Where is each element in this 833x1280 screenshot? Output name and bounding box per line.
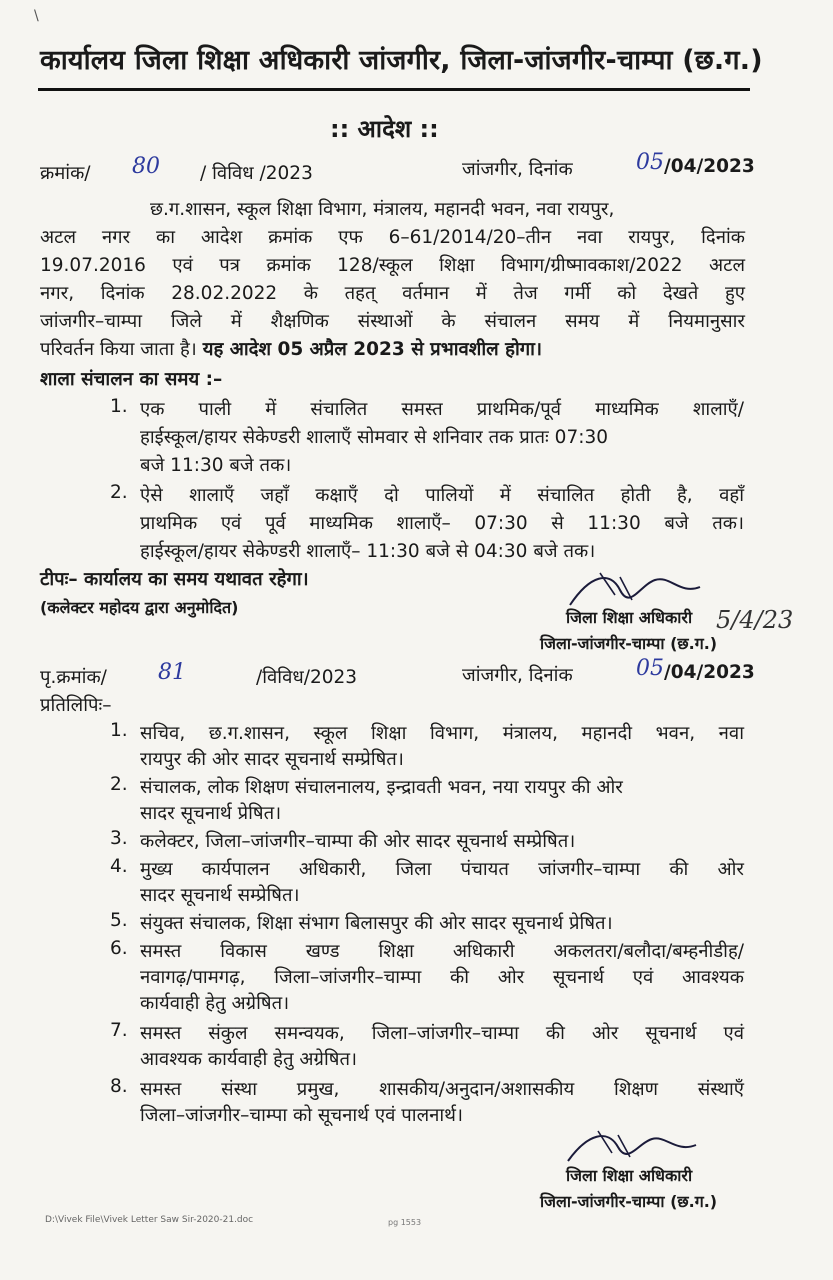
item-line: समस्त संकुल समन्वयक, जिला–जांजगीर–चाम्पा की ओर सूचनार्थ एवं: [140, 1023, 744, 1044]
endorsement-date-day: 05: [636, 656, 664, 681]
item-number: 6.: [110, 938, 128, 959]
item-line: ऐसे शालाएँ जहाँ कक्षाएँ दो पालियों में संचालित होती है, वहाँ: [140, 485, 744, 506]
item-number: 2.: [110, 482, 128, 503]
order-number-handwritten: 80: [132, 154, 160, 179]
office-title: कार्यालय जिला शिक्षा अधिकारी जांजगीर, जिला-जांजगीर-चाम्पा (छ.ग.): [40, 45, 763, 76]
officer-title: जिला शिक्षा अधिकारी: [566, 608, 693, 627]
item-line: बजे 11:30 बजे तक।: [140, 455, 292, 476]
endorsement-place-date-label: जांजगीर, दिनांक: [462, 665, 573, 686]
order-place-date-label: जांजगीर, दिनांक: [462, 159, 573, 180]
item-line: प्राथमिक एवं पूर्व माध्यमिक शालाएँ– 07:30 से 11:30 बजे तक।: [140, 513, 744, 534]
body-line: जांजगीर–चाम्पा जिले में शैक्षणिक संस्थाओं के संचालन समय में नियमानुसार: [40, 311, 745, 332]
item-line: कलेक्टर, जिला–जांजगीर–चाम्पा की ओर सादर सूचनार्थ सम्प्रेषित।: [140, 831, 576, 852]
item-line: संयुक्त संचालक, शिक्षा संभाग बिलासपुर की ओर सादर सूचनार्थ प्रेषित।: [140, 913, 613, 934]
item-line: एक पाली में संचालित समस्त प्राथमिक/पूर्व माध्यमिक शालाएँ/: [140, 399, 744, 420]
officer-title: जिला शिक्षा अधिकारी: [566, 1166, 693, 1185]
corner-mark: \: [34, 8, 39, 24]
item-line: कार्यवाही हेतु अग्रेषित।: [140, 993, 290, 1014]
item-number: 4.: [110, 856, 128, 877]
body-line: नगर, दिनांक 28.02.2022 के तहत् वर्तमान में तेज गर्मी को देखते हुए: [40, 283, 745, 304]
item-line: संचालक, लोक शिक्षण संचालनालय, इन्द्रावती भवन, नया रायपुर की ओर: [140, 777, 623, 798]
endorsement-date-rest: /04/2023: [664, 662, 755, 683]
item-number: 5.: [110, 910, 128, 931]
officer-district: जिला-जांजगीर-चाम्पा (छ.ग.): [540, 1192, 718, 1211]
item-number: 2.: [110, 774, 128, 795]
item-line: सचिव, छ.ग.शासन, स्कूल शिक्षा विभाग, मंत्रालय, महानदी भवन, नवा: [140, 723, 744, 744]
officer-district: जिला-जांजगीर-चाम्पा (छ.ग.): [540, 634, 718, 653]
body-line: 19.07.2016 एवं पत्र क्रमांक 128/स्कूल शिक्षा विभाग/ग्रीष्मावकाश/2022 अटल: [40, 255, 745, 276]
order-series: / विविध /2023: [200, 163, 313, 184]
item-line: रायपुर की ओर सादर सूचनार्थ सम्प्रेषित।: [140, 749, 404, 770]
footer-file-path: D:\Vivek File\Vivek Letter Saw Sir-2020-21.doc: [45, 1215, 254, 1225]
item-line: समस्त विकास खण्ड शिक्षा अधिकारी अकलतरा/बलौदा/बम्हनीडीह/: [140, 941, 744, 962]
schedule-heading: शाला संचालन का समय :–: [40, 369, 223, 390]
office-time-note: टीपः– कार्यालय का समय यथावत रहेगा।: [40, 569, 309, 590]
body-line: छ.ग.शासन, स्कूल शिक्षा विभाग, मंत्रालय, महानदी भवन, नवा रायपुर,: [150, 199, 615, 220]
item-line: नवागढ़/पामगढ़, जिला–जांजगीर–चाम्पा की ओर सूचनार्थ एवं आवश्यक: [140, 967, 744, 988]
item-line: जिला–जांजगीर–चाम्पा को सूचनार्थ एवं पालनार्थ।: [140, 1105, 464, 1126]
item-line: समस्त संस्था प्रमुख, शासकीय/अनुदान/अशासकीय शिक्षण संस्थाएँ: [140, 1079, 744, 1100]
copies-heading: प्रतिलिपिः–: [40, 695, 112, 716]
item-line: सादर सूचनार्थ प्रेषित।: [140, 803, 282, 824]
footer-page-number: pg 1553: [388, 1218, 422, 1227]
effective-date-text: यह आदेश 05 अप्रैल 2023 से प्रभावशील होगा।: [202, 339, 542, 360]
item-number: 8.: [110, 1076, 128, 1097]
title-underline: [38, 88, 750, 91]
endorsement-prefix: पृ.क्रमांक/: [40, 667, 107, 688]
item-number: 7.: [110, 1020, 128, 1041]
item-number: 1.: [110, 720, 128, 741]
signature-date-handwritten: 5/4/23: [716, 606, 794, 634]
item-line: हाईस्कूल/हायर सेकेण्डरी शालाएँ सोमवार से शनिवार तक प्रातः 07:30: [140, 427, 608, 448]
body-line-last: [40, 336, 542, 361]
item-number: 3.: [110, 828, 128, 849]
endorsement-number-handwritten: 81: [158, 660, 186, 685]
order-heading: :: आदेश ::: [330, 115, 439, 143]
body-line: अटल नगर का आदेश क्रमांक एफ 6–61/2014/20–तीन नवा रायपुर, दिनांक: [40, 227, 745, 248]
item-line: सादर सूचनार्थ सम्प्रेषित।: [140, 885, 300, 906]
body-change-text: परिवर्तन किया जाता है।: [40, 339, 197, 360]
item-line: हाईस्कूल/हायर सेकेण्डरी शालाएँ– 11:30 बजे से 04:30 बजे तक।: [140, 541, 596, 562]
endorsement-series: /विविध/2023: [256, 667, 358, 688]
collector-approval: (कलेक्टर महोदय द्वारा अनुमोदित): [40, 598, 239, 617]
item-line: मुख्य कार्यपालन अधिकारी, जिला पंचायत जांजगीर–चाम्पा की ओर: [140, 859, 744, 880]
order-prefix: क्रमांक/: [40, 163, 91, 184]
order-date-day: 05: [636, 150, 664, 175]
item-number: 1.: [110, 396, 128, 417]
item-line: आवश्यक कार्यवाही हेतु अग्रेषित।: [140, 1049, 358, 1070]
order-date-rest: /04/2023: [664, 156, 755, 177]
